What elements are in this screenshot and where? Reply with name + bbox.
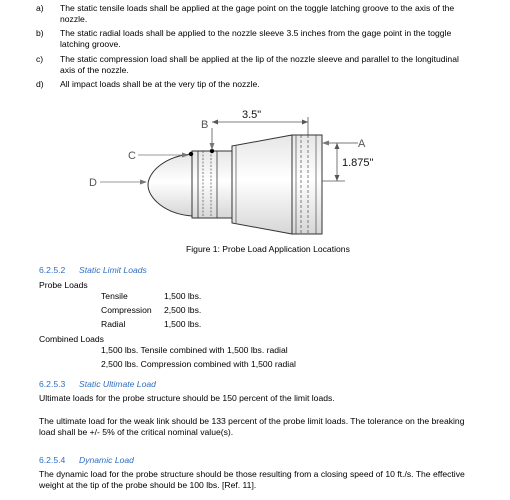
list-item-a	[36, 3, 470, 25]
section-heading-ultimate	[39, 379, 156, 390]
load-value: 1,500 lbs.	[164, 291, 202, 301]
probe-nose-shape	[148, 154, 192, 216]
list-marker: c)	[36, 54, 44, 64]
section-number: 6.2.5.3	[39, 379, 66, 389]
section-heading-limit	[39, 265, 147, 276]
section-title: Static Ultimate Load	[79, 379, 156, 389]
list-text: All impact loads shall be at the very tip of the nozzle.	[60, 79, 260, 89]
list-marker: d)	[36, 79, 44, 89]
dimension-length: 3.5"	[242, 109, 262, 121]
section-title: Static Limit Loads	[79, 265, 147, 275]
list-item-b	[36, 28, 470, 50]
label-d: D	[89, 177, 97, 189]
table-row	[0, 319, 510, 330]
label-c: C	[128, 150, 136, 162]
table-row	[0, 305, 510, 316]
probe-diagram	[0, 100, 510, 235]
list-text: The static tensile loads shall be applied at the gage point on the toggle latching groove to the axis of the nozzle.	[60, 3, 455, 24]
section-number: 6.2.5.4	[39, 455, 66, 465]
label-a: A	[358, 138, 366, 150]
table-row	[0, 291, 510, 302]
load-value: 2,500 lbs.	[164, 305, 202, 315]
section-title: Dynamic Load	[79, 455, 134, 465]
paragraph: Ultimate loads for the probe structure should be 150 percent of the limit loads.	[39, 393, 335, 403]
paragraph: The ultimate load for the weak link should be 133 percent of the probe limit loads. The tolerance on the breaking load shall be +/- 5% of the critical nominal value(s).	[39, 416, 465, 437]
load-value: 1,500 lbs.	[164, 319, 202, 329]
probe-loads-label: Probe Loads	[39, 280, 88, 290]
list-item-d	[36, 79, 470, 90]
load-name: Compression	[101, 305, 152, 315]
paragraph: The dynamic load for the probe structure should be those resulting from a closing speed of 10 ft./s. The effective weight at the tip of the probe should be 100 lbs. [Ref. 11].	[39, 469, 465, 490]
load-name: Radial	[101, 319, 126, 329]
section-number: 6.2.5.2	[39, 265, 66, 275]
section-heading-dynamic	[39, 455, 134, 466]
dimension-diameter: 1.875"	[342, 157, 374, 169]
probe-body-shape	[232, 135, 292, 234]
list-text: The static compression load shall be applied at the lip of the nozzle sleeve and parallel to the longitudinal axis of the nozzle.	[60, 54, 459, 75]
list-marker: a)	[36, 3, 44, 13]
combined-load-item: 1,500 lbs. Tensile combined with 1,500 lbs. radial	[101, 345, 288, 355]
probe-sleeve-shape	[292, 135, 322, 234]
combined-loads-label: Combined Loads	[39, 334, 104, 344]
figure-caption: Figure 1: Probe Load Application Locations	[186, 244, 350, 254]
gage-point-c	[189, 152, 193, 156]
list-item-c	[36, 54, 470, 76]
list-marker: b)	[36, 28, 44, 38]
label-b: B	[201, 119, 209, 131]
list-text: The static radial loads shall be applied to the nozzle sleeve 3.5 inches from the gage point in the toggle latching groove.	[60, 28, 452, 49]
combined-load-item: 2,500 lbs. Compression combined with 1,500 radial	[101, 359, 296, 369]
load-name: Tensile	[101, 291, 128, 301]
